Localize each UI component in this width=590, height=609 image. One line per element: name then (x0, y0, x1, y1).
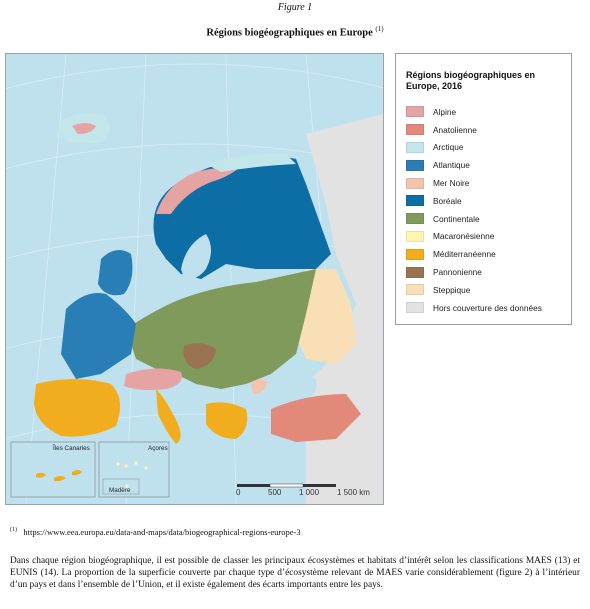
region-mediterranean-italy (156, 389, 181, 444)
legend-swatch (406, 231, 424, 242)
legend-swatch (406, 267, 424, 278)
legend-item (406, 174, 568, 192)
legend-swatch (406, 160, 424, 171)
legend-swatch (406, 124, 424, 135)
legend-label: Mer Noire (433, 178, 470, 189)
footnote (10, 527, 301, 537)
inset-canaries (11, 442, 95, 497)
map-legend (395, 53, 572, 325)
legend-item (406, 228, 568, 246)
scale-bar (237, 484, 336, 487)
legend-title: Régions biogéographiques en Europe, 2016 (406, 70, 536, 91)
legend-swatch (406, 106, 424, 117)
scale-tick-1000: 1 000 (299, 488, 320, 497)
inset-azores-label: Açores (148, 445, 168, 452)
legend-swatch (406, 142, 424, 153)
legend-label: Alpine (433, 106, 457, 117)
legend-swatch (406, 178, 424, 189)
scale-tick-1500: 1 500 km (337, 488, 370, 497)
legend-label: Arctique (433, 142, 464, 153)
legend-swatch (406, 213, 424, 224)
inset-canaries-label: Îles Canaries (53, 445, 90, 452)
scale-tick-500: 500 (268, 488, 282, 497)
legend-swatch (406, 284, 424, 295)
figure-label: Figure 1 (277, 2, 313, 13)
legend-item (406, 192, 568, 210)
figure-title-note: (1) (375, 25, 384, 33)
legend-label: Anatolienne (433, 124, 477, 135)
region-alpine (124, 368, 182, 390)
figure-title-text: Régions biogéographiques en Europe (206, 27, 373, 39)
inset-azores-madeira (99, 442, 169, 497)
body-paragraph: Dans chaque région biogéographique, il est possible de classer les principaux écosystèmes et habitats d’intérêt selon les classifications MAES (13) et EUNIS (14). La proportion de la superficie couverte par chaque type d’écosystème relevant de MAES varie considérablement (figure 2) à l’intérieur d’un pays et dans l’ensemble de l’Union, et il existe également des écarts importants entre les pays. (10, 556, 580, 591)
legend-label: Méditerranéenne (433, 249, 496, 260)
region-atlantic (61, 293, 136, 379)
inset-madeira-label: Madère (109, 487, 131, 494)
legend-item (406, 139, 568, 157)
legend-item (406, 121, 568, 139)
region-atlantic-isles (98, 250, 132, 295)
legend-label: Macaronésienne (433, 231, 495, 242)
legend-label: Continentale (433, 213, 480, 224)
legend-label: Boréale (433, 195, 462, 206)
legend-swatch (406, 302, 424, 313)
legend-label: Pannonienne (433, 267, 482, 278)
region-mediterranean-greece (206, 402, 247, 439)
legend-label: Steppique (433, 284, 471, 295)
region-mediterranean (34, 379, 120, 437)
footnote-link[interactable]: https://www.eea.europa.eu/data-and-maps/data/biogeographical-regions-europe-3 (23, 527, 301, 537)
legend-swatch (406, 249, 424, 260)
legend-label: Hors couverture des données (433, 302, 542, 313)
map-svg (6, 54, 383, 504)
legend-item (406, 245, 568, 263)
legend-label: Atlantique (433, 160, 470, 171)
legend-item (406, 210, 568, 228)
scale-tick-0: 0 (236, 488, 241, 497)
legend-items (406, 103, 568, 317)
legend-item (406, 263, 568, 281)
biogeographic-map (5, 53, 384, 505)
footnote-marker: (1) (10, 527, 17, 534)
legend-swatch (406, 195, 424, 206)
region-boreal (154, 157, 332, 280)
legend-item (406, 299, 568, 317)
legend-item (406, 103, 568, 121)
legend-item (406, 156, 568, 174)
legend-item (406, 281, 568, 299)
figure-title (0, 25, 590, 39)
